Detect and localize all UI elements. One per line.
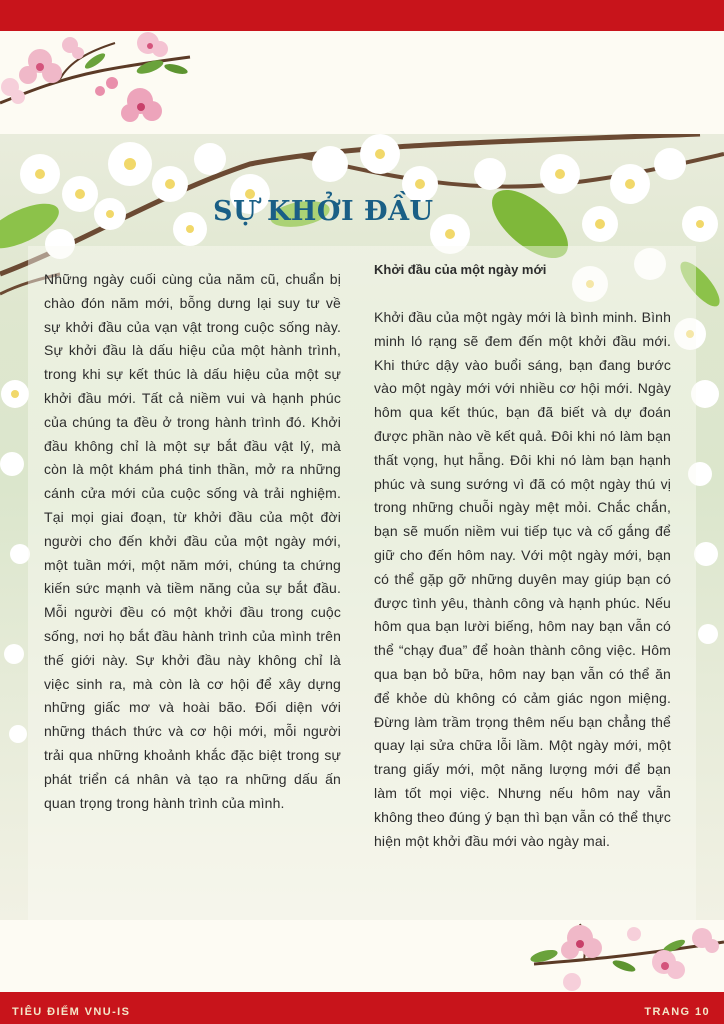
top-bar [0,0,724,31]
peach-blossom-top-left [0,31,200,141]
publication-name: TIÊU ĐIỂM VNU-IS [12,1006,131,1018]
section-subheading: Khởi đầu của một ngày mới [374,262,547,277]
intro-paragraph: Những ngày cuối cùng của năm cũ, chuẩn bị chào đón năm mới, bỗng dưng lại suy tư về sự khởi đầu của vạn vật trong cuộc sống này. Sự khởi đầu là dấu hiệu của một hành trình, trong khi sự kết thúc là dấu hiệu của một sự khởi đầu mới. Tất cả niềm vui và hạnh phúc của chúng ta đều ở trong hành trình đó. Khởi đầu không chỉ là một sự bắt đầu vật lý, mà còn là một khám phá tinh thần, mở ra những cánh cửa mới của cuộc sống và trải nghiệm. Tại mọi giai đoạn, từ khởi đầu của một đời người cho đến khởi đầu của một ngày mới, một tuần mới, một năm mới, chúng ta chứng kiến sức mạnh và tiềm năng của sự bắt đầu. Mỗi người đều có một khởi đầu trong cuộc sống, nơi họ bắt đầu hành trình của mình trên thế giới này. Sự khởi đầu này không chỉ là việc sinh ra, mà còn là cơ hội để xây dựng những giấc mơ và hoài bão. Đối diện với những thách thức và cơ hội mới, mỗi người trải qua những khoảnh khắc đặc biệt trong sự phát triển cá nhân và tạo ra những dấu ấn quan trọng trong hành trình của mình. [44,271,341,811]
page-number: TRANG 10 [644,1006,710,1018]
article-title: SỰ KHỞI ĐẦU [213,196,434,227]
section-paragraph: Khởi đầu của một ngày mới là bình minh. Bình minh ló rạng sẽ đem đến một khởi đầu mới. Khi thức dậy vào buổi sáng, bạn đang bước vào một ngày mới với nhiều cơ hội mới. Ngày hôm qua kết thúc, bạn đã biết và dự đoán được phần nào về kết quả. Đôi khi nó làm bạn thất vọng, hụt hẫng. Đôi khi nó làm bạn hạnh phúc và sung sướng vì đã có một ngày thú vị trong những chuỗi ngày mệt mỏi. Chắc chắn, bạn sẽ muốn niềm vui tiếp tục và cố gắng để giữ cho đến hôm nay. Với một ngày mới, bạn có thể gặp gỡ những duyên may giúp bạn có được tình yêu, thành công và hạnh phúc. Nếu hôm qua bạn lười biếng, hôm nay bạn vẫn có thể “chạy đua” để hoàn thành công việc. Hôm qua bạn bỏ bữa, hôm nay bạn vẫn có thể ăn để khỏe dù không có cảm giác ngon miệng. Đừng làm trầm trọng thêm nếu bạn chẳng thể quay lại sửa chữa lỗi lầm. Một ngày mới, một trang giấy mới, một năng lượng mới để bạn làm tốt mọi việc. Nhưng nếu hôm nay vẫn không theo đúng ý bạn thì bạn vẫn có thể thực hiện một khởi đầu mới vào ngày mai. [374,309,671,849]
peach-blossom-bottom-right [524,916,724,996]
